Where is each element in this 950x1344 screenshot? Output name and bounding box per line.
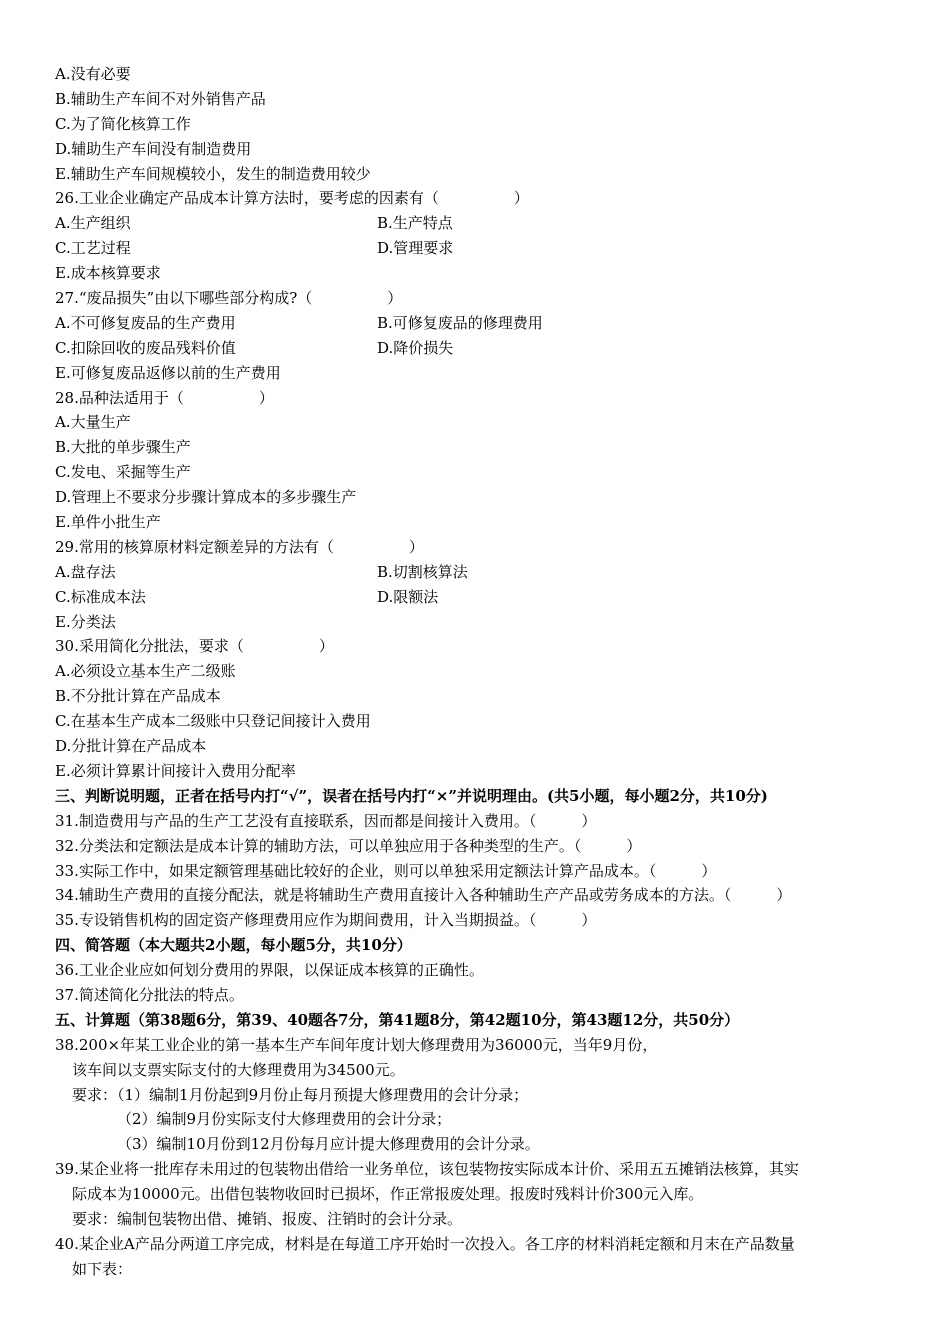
question-32: 32.分类法和定额法是成本计算的辅助方法，可以单独应用于各种类型的生产。（ ）: [55, 836, 642, 855]
question-38-req: 要求：（1）编制1月份起到9月份止每月预提大修理费用的会计分录；: [72, 1085, 529, 1104]
option-line: D.降价损失: [377, 338, 454, 357]
section-heading-calc: 五、计算题（第38题6分，第39、40题各7分，第41题8分，第42题10分，第43题12分，共50分）: [55, 1010, 740, 1029]
question-37: 37.简述简化分批法的特点。: [55, 985, 244, 1004]
option-line: A.不可修复废品的生产费用: [55, 313, 236, 332]
option-line: D.限额法: [377, 587, 439, 606]
option-line: D.分批计算在产品成本: [55, 737, 207, 756]
question-28: 28.品种法适用于（ ）: [55, 388, 274, 407]
option-line: A.大量生产: [55, 413, 131, 432]
option-line: C.在基本生产成本二级账中只登记间接计入费用: [55, 712, 371, 731]
option-line: E.可修复废品返修以前的生产费用: [55, 363, 281, 382]
option-line: A.没有必要: [55, 65, 131, 83]
option-row: [55, 211, 900, 236]
question-39-req: 要求：编制包装物出借、摊销、报废、注销时的会计分录。: [72, 1209, 463, 1228]
option-line: B.大批的单步骤生产: [55, 438, 191, 457]
option-row: [55, 585, 900, 610]
option-row: [55, 236, 900, 261]
question-35: 35.专设销售机构的固定资产修理费用应作为期间费用，计入当期损益。（ ）: [55, 911, 597, 930]
question-39: 39.某企业将一批库存未用过的包装物出借给一业务单位，该包装物按实际成本计价、采用五五摊销法核算，其实: [55, 1160, 799, 1179]
option-line: B.生产特点: [377, 214, 453, 233]
question-38-req: （3）编制10月份到12月份每月应计提大修理费用的会计分录。: [117, 1135, 540, 1154]
option-line: C.工艺过程: [55, 239, 131, 258]
question-29: 29.常用的核算原材料定额差异的方法有（ ）: [55, 537, 424, 556]
option-line: A.生产组织: [55, 214, 131, 233]
option-line: C.为了简化核算工作: [55, 114, 191, 133]
option-row: [55, 311, 900, 336]
question-34: 34.辅助生产费用的直接分配法，就是将辅助生产费用直接计入各种辅助生产产品或劳务成本的方法。（ ）: [55, 886, 792, 905]
option-line: E.分类法: [55, 612, 116, 631]
option-row: [55, 336, 900, 361]
option-line: E.必须计算累计间接计入费用分配率: [55, 761, 296, 780]
option-line: B.可修复废品的修理费用: [377, 313, 543, 332]
option-line: C.发电、采掘等生产: [55, 463, 191, 482]
option-line: E.辅助生产车间规模较小，发生的制造费用较少: [55, 164, 371, 183]
question-31: 31.制造费用与产品的生产工艺没有直接联系，因而都是间接计入费用。（ ）: [55, 811, 597, 830]
question-38: 38.200×年某工业企业的第一基本生产车间年度计划大修理费用为36000元，当年9月份，: [55, 1035, 658, 1054]
option-line: E.单件小批生产: [55, 513, 161, 532]
option-line: C.标准成本法: [55, 587, 146, 606]
option-line: D.辅助生产车间没有制造费用: [55, 139, 252, 158]
option-line: B.辅助生产车间不对外销售产品: [55, 89, 266, 108]
option-line: E.成本核算要求: [55, 264, 161, 283]
option-line: B.切割核算法: [377, 562, 468, 581]
question-27: 27.“废品损失”由以下哪些部分构成?（ ）: [55, 289, 403, 308]
question-40-cont: 如下表：: [72, 1259, 133, 1278]
question-38-req: （2）编制9月份实际支付大修理费用的会计分录；: [117, 1110, 452, 1129]
question-33: 33.实际工作中，如果定额管理基础比较好的企业，则可以单独采用定额法计算产品成本。（ ）: [55, 861, 717, 880]
question-30: 30.采用简化分批法，要求（ ）: [55, 637, 334, 656]
question-39-cont: 际成本为10000元。出借包装物收回时已损坏，作正常报废处理。报废时残料计价300元入库。: [72, 1185, 704, 1204]
question-36: 36.工业企业应如何划分费用的界限，以保证成本核算的正确性。: [55, 961, 484, 980]
option-line: B.不分批计算在产品成本: [55, 687, 221, 706]
option-line: A.必须设立基本生产二级账: [55, 662, 236, 681]
option-line: A.盘存法: [55, 562, 116, 581]
question-38-cont: 该车间以支票实际支付的大修理费用为34500元。: [72, 1060, 405, 1079]
option-line: C.扣除回收的废品残料价值: [55, 338, 236, 357]
question-40: 40.某企业A产品分两道工序完成，材料是在每道工序开始时一次投入。各工序的材料消耗定额和月末在产品数量: [55, 1234, 795, 1253]
section-heading-judge: 三、判断说明题，正者在括号内打“√”，误者在括号内打“×”并说明理由。(共5小题，每小题2分，共10分): [55, 786, 768, 805]
section-heading-short: 四、简答题（本大题共2小题，每小题5分，共10分）: [55, 936, 412, 955]
document-page: [55, 62, 900, 1282]
option-line: D.管理上不要求分步骤计算成本的多步骤生产: [55, 488, 357, 507]
option-line: D.管理要求: [377, 239, 454, 258]
option-row: [55, 560, 900, 585]
question-26: 26.工业企业确定产品成本计算方法时，要考虑的因素有（ ）: [55, 189, 529, 208]
